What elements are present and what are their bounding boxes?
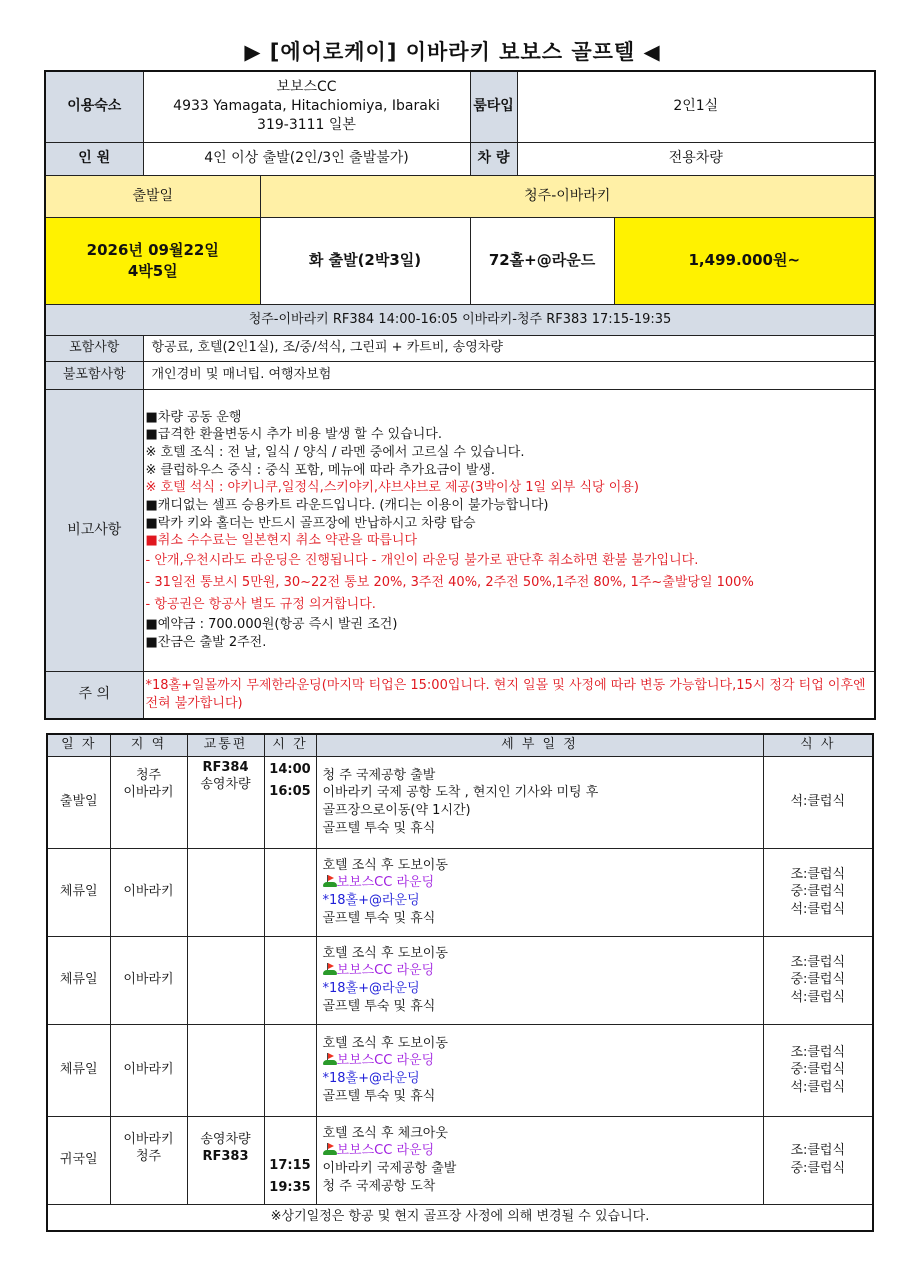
day-cell: 체류일 <box>47 848 110 936</box>
transport-text: RF383 <box>202 1149 249 1165</box>
detail-line: 골프텔 투숙 및 휴식 <box>322 998 436 1014</box>
region-cell <box>110 848 187 936</box>
detail-line <box>323 874 757 892</box>
detail-line: 청 주 국제공항 도착 <box>322 1178 436 1194</box>
detail-line: 골프텔 투숙 및 휴식 <box>322 910 436 926</box>
hotel-address: 4933 Yamagata, Hitachiomiya, Ibaraki <box>173 98 440 115</box>
golf-flag-icon <box>323 875 337 887</box>
meal-text: 중:클럽식 <box>790 884 846 900</box>
info-table <box>44 70 876 720</box>
region-cell <box>110 756 187 848</box>
detail-line: 골프텔 투숙 및 휴식 <box>322 1088 436 1104</box>
route-header: 청주-이바라키 <box>260 175 875 217</box>
golf-round-text: 보보스CC 라운딩 <box>336 963 435 979</box>
details-cell <box>316 1024 763 1116</box>
transport-text: RF384 <box>202 759 249 775</box>
meal-text: 석:클럽식 <box>790 901 846 917</box>
detail-line <box>323 1052 757 1070</box>
meal-text: 중:클럽식 <box>790 972 846 988</box>
transport-cell <box>187 848 264 936</box>
departure-date-line1: 2026년 09월22일 <box>86 241 219 260</box>
header-details: 세 부 일 정 <box>316 734 763 756</box>
transport-cell <box>187 936 264 1024</box>
meal-text: 조:클럽식 <box>790 866 846 882</box>
header-region: 지 역 <box>110 734 187 756</box>
meals-cell <box>763 756 873 848</box>
room-label: 룸타입 <box>470 71 517 142</box>
remark-line: ■잔금은 출발 2주전. <box>145 634 267 650</box>
transport-cell <box>187 1024 264 1116</box>
meal-text: 중:클럽식 <box>790 1161 846 1176</box>
remark-line: - 31일전 통보시 5만원, 30~22전 통보 20%, 3주전 40%, 2주전 50%,1주전 80%, 1주~출발당일 100% <box>145 574 754 590</box>
schedule-row <box>47 1024 873 1116</box>
schedule-row <box>47 1116 873 1204</box>
footer-note: ※상기일정은 항공 및 현지 골프장 사정에 의해 변경될 수 있습니다. <box>47 1204 873 1231</box>
golf-flag-icon <box>323 963 337 975</box>
golf-round-text: 보보스CC 라운딩 <box>336 1143 435 1159</box>
people-value: 4인 이상 출발(2인/3인 출발불가) <box>143 142 470 175</box>
time-cell <box>264 1024 316 1116</box>
detail-line: *18홀+@라운딩 <box>322 981 420 996</box>
meal-text: 석:클럽식 <box>790 794 846 810</box>
caution-label: 주 의 <box>45 671 143 719</box>
excluded-label: 불포함사항 <box>45 361 143 389</box>
region-text: 청주 <box>135 1149 162 1165</box>
remark-line: ■캐디없는 셀프 승용카트 라운드입니다. (캐디는 이용이 불가능합니다) <box>145 497 549 513</box>
flight-info: 청주-이바라키 RF384 14:00-16:05 이바라키-청주 RF383 17:15-19:35 <box>45 304 875 335</box>
meal-text: 석:클럽식 <box>790 1079 846 1095</box>
day-cell: 체류일 <box>47 936 110 1024</box>
region-cell <box>110 1116 187 1204</box>
hotel-value <box>143 71 470 142</box>
header-time: 시 간 <box>264 734 316 756</box>
caution-text: *18홀+일몰까지 무제한라운딩(마지막 티업은 15:00입니다. 현지 일몰 및 사정에 따라 변동 가능합니다,15시 정각 티업 이후엔 전혀 불가합니다) <box>143 671 875 719</box>
meals-cell <box>763 936 873 1024</box>
detail-line: 청 주 국제공항 출발 <box>322 767 436 783</box>
remark-line: ■차량 공동 운행 <box>145 409 242 425</box>
time-cell <box>264 936 316 1024</box>
day-info: 화 출발(2박3일) <box>260 217 470 304</box>
remarks-label: 비고사항 <box>45 389 143 671</box>
schedule-row <box>47 848 873 936</box>
meal-text: 조:클럽식 <box>790 1143 846 1159</box>
remark-line: ■급격한 환율변동시 추가 비용 발생 할 수 있습니다. <box>145 427 443 443</box>
detail-line: 골프텔 투숙 및 휴식 <box>322 820 436 836</box>
time-cell <box>264 1116 316 1204</box>
transport-text: 송영차량 <box>200 1131 251 1147</box>
departure-duration: 4박5일 <box>127 261 178 280</box>
hotel-label: 이용숙소 <box>45 71 143 142</box>
people-label: 인 원 <box>45 142 143 175</box>
included-label: 포함사항 <box>45 335 143 361</box>
schedule-table <box>46 733 874 1232</box>
region-text: 청주 <box>135 767 162 783</box>
golf-flag-icon <box>323 1053 337 1065</box>
meal-text: 조:클럽식 <box>790 1044 846 1060</box>
transport-text: 송영차량 <box>200 777 251 793</box>
meal-text: 중:클럽식 <box>790 1062 846 1078</box>
meals-cell <box>763 1024 873 1116</box>
schedule-row <box>47 756 873 848</box>
car-label: 차 량 <box>470 142 517 175</box>
remark-line: - 항공권은 항공사 별도 규정 의거합니다. <box>145 597 376 613</box>
detail-line <box>323 1142 757 1160</box>
meals-cell <box>763 1116 873 1204</box>
time-cell <box>264 756 316 848</box>
detail-line <box>323 962 757 980</box>
price: 1,499.000원~ <box>614 217 875 304</box>
remark-line: - 안개,우천시라도 라운딩은 진행됩니다 - 개인이 라운딩 불가로 판단후 취소하면 환불 불가입니다. <box>145 552 699 568</box>
detail-line: 호텔 조식 후 도보이동 <box>322 945 448 961</box>
details-cell <box>316 848 763 936</box>
hotel-name: 보보스CC <box>276 79 337 96</box>
details-cell <box>316 756 763 848</box>
header-transport: 교통편 <box>187 734 264 756</box>
day-cell: 출발일 <box>47 756 110 848</box>
meals-cell <box>763 848 873 936</box>
departure-date-header: 출발일 <box>45 175 260 217</box>
room-value: 2인1실 <box>517 71 875 142</box>
detail-line: 이바라키 국제 공항 도착 , 현지인 기사와 미팅 후 <box>322 785 599 801</box>
remark-line: ■락카 키와 홀더는 반드시 골프장에 반납하시고 차량 탑승 <box>145 515 476 531</box>
departure-date <box>45 217 260 304</box>
page-title: ▶ [에어로케이] 이바라키 보보스 골프텔 ◀ <box>244 40 661 64</box>
remark-line: ※ 클럽하우스 중식 : 중식 포함, 메뉴에 따라 추가요금이 발생. <box>145 462 496 478</box>
hotel-zip: 319-3111 일본 <box>257 117 356 134</box>
detail-line: 호텔 조식 후 도보이동 <box>322 857 448 873</box>
schedule-row <box>47 936 873 1024</box>
time-text: 19:35 <box>269 1180 311 1196</box>
region-text: 이바라키 <box>123 785 174 801</box>
meal-text: 석:클럽식 <box>790 989 846 1005</box>
region-cell <box>110 1024 187 1116</box>
header-day: 일 자 <box>47 734 110 756</box>
detail-line: 호텔 조식 후 도보이동 <box>322 1035 448 1051</box>
car-value: 전용차량 <box>517 142 875 175</box>
region-cell <box>110 936 187 1024</box>
golf-flag-icon <box>323 1143 337 1155</box>
day-cell: 귀국일 <box>47 1116 110 1204</box>
region-text: 이바라키 <box>123 1131 174 1147</box>
detail-line: *18홀+@라운딩 <box>322 893 420 908</box>
golf-round-text: 보보스CC 라운딩 <box>336 1053 435 1069</box>
transport-cell <box>187 1116 264 1204</box>
time-cell <box>264 848 316 936</box>
meal-text: 조:클럽식 <box>790 954 846 970</box>
time-text: 16:05 <box>269 783 311 799</box>
header-meals: 식 사 <box>763 734 873 756</box>
remark-line: ※ 호텔 석식 : 야키니쿠,일정식,스키야키,샤브샤브로 제공(3박이상 1일 외부 식당 이용) <box>145 480 639 496</box>
detail-line: 골프장으로이동(약 1시간) <box>322 803 471 818</box>
detail-line: 이바라키 국제공항 출발 <box>322 1161 457 1176</box>
remark-line: ※ 호텔 조식 : 전 날, 일식 / 양식 / 라멘 중에서 고르실 수 있습니다. <box>145 444 525 460</box>
holes-info: 72홀+@라운드 <box>470 217 614 304</box>
golf-round-text: 보보스CC 라운딩 <box>336 875 435 891</box>
time-text: 14:00 <box>269 761 311 777</box>
remarks-list <box>143 389 875 671</box>
details-cell <box>316 936 763 1024</box>
region-text: 이바라키 <box>123 972 174 988</box>
transport-cell <box>187 756 264 848</box>
included-value: 항공료, 호텔(2인1실), 조/중/석식, 그린피 + 카트비, 송영차량 <box>143 335 875 361</box>
schedule-header-row <box>47 734 873 756</box>
excluded-value: 개인경비 및 매너팁. 여행자보험 <box>143 361 875 389</box>
detail-line: *18홀+@라운딩 <box>322 1071 420 1086</box>
time-text: 17:15 <box>269 1158 311 1174</box>
day-cell: 체류일 <box>47 1024 110 1116</box>
detail-line: 호텔 조식 후 체크아웃 <box>322 1125 448 1141</box>
region-text: 이바라키 <box>123 1062 174 1078</box>
remark-line: ■취소 수수료는 일본현지 취소 약관을 따릅니다 <box>145 533 418 549</box>
remark-line: ■예약금 : 700.000원(항공 즉시 발권 조건) <box>145 617 398 633</box>
details-cell <box>316 1116 763 1204</box>
region-text: 이바라키 <box>123 884 174 900</box>
